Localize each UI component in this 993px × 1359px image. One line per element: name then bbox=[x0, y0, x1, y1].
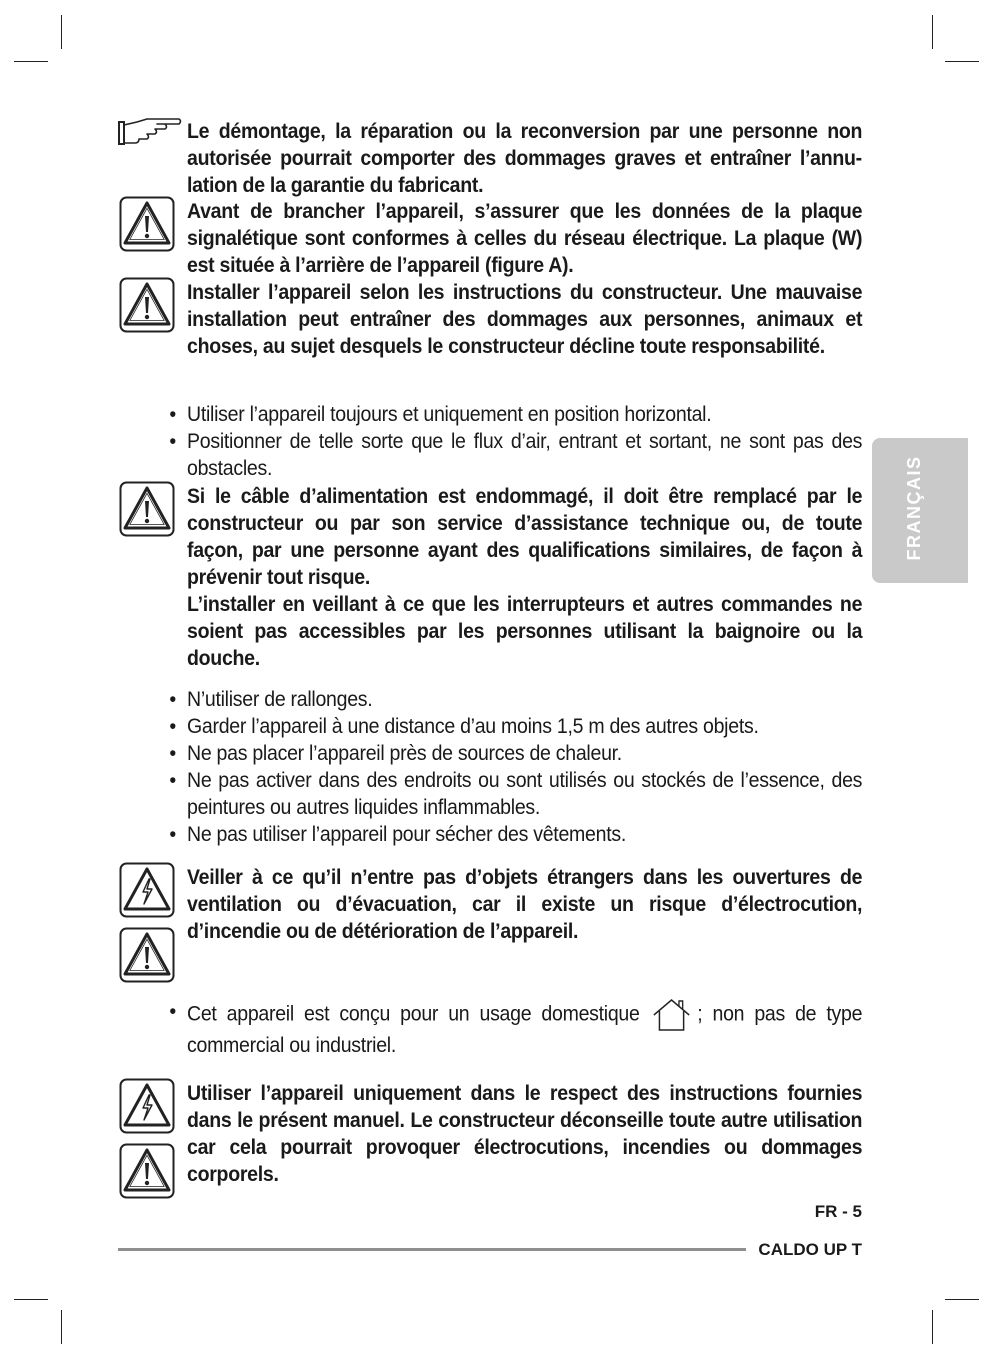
warning-text: Installer l’appareil selon les instructions du constructeur. Une mauvaise installation peut entraîner des dommages aux personnes, animaux et choses, au sujet desquels le constructeur décline toute responsabilité. bbox=[187, 281, 863, 358]
note-disassembly bbox=[187, 118, 862, 199]
warning-power-cable bbox=[187, 483, 862, 672]
bullet-icon: • bbox=[169, 769, 176, 792]
bullet-icon: • bbox=[169, 430, 176, 453]
list-item: • Garder l’appareil à une distance d’au moins 1,5 m des autres objets. bbox=[169, 715, 759, 738]
bullet-list-position bbox=[169, 401, 863, 482]
house-icon bbox=[651, 998, 692, 1032]
bullet-icon: • bbox=[169, 742, 176, 765]
crop-mark bbox=[14, 1299, 48, 1300]
crop-mark bbox=[945, 61, 979, 62]
warning-text: Avant de brancher l’appareil, s’assurer que les données de la plaque signalétique sont conformes à celles du réseau électrique. La plaque (W) est située à l’arrière de l’appareil (figure A). bbox=[187, 200, 863, 277]
warning-text: Si le câble d’alimentation est endommagé, il doit être remplacé par le constructeur ou par son service d’assistance technique ou, de toute façon, par une personne ayant des qualifications similaires, de façon à prévenir tout risque. bbox=[187, 485, 863, 589]
warning-icon bbox=[119, 277, 175, 333]
bullet-icon: • bbox=[169, 688, 176, 711]
bullet-icon: • bbox=[169, 715, 176, 738]
warning-foreign-objects bbox=[187, 864, 862, 945]
list-item: • Ne pas utiliser l’appareil pour sécher des vêtements. bbox=[169, 823, 626, 846]
crop-mark bbox=[14, 61, 48, 62]
warning-icon bbox=[119, 481, 175, 537]
crop-mark bbox=[945, 1299, 979, 1300]
electric-warning-icon bbox=[119, 862, 175, 918]
language-tab bbox=[872, 438, 968, 583]
list-item: • Cet appareil est conçu pour un usage domestique ; non pas de type commercial ou industriel. bbox=[169, 1000, 863, 1057]
pointing-hand-icon bbox=[117, 116, 183, 148]
list-item: • Positionner de telle sorte que le flux d’air, entrant et sortant, ne sont pas des obstacles. bbox=[169, 430, 863, 480]
footer-divider bbox=[118, 1248, 746, 1251]
bullet-list-domestic bbox=[169, 998, 863, 1059]
bullet-icon: • bbox=[169, 823, 176, 846]
warning-installation bbox=[187, 279, 862, 360]
warning-icon bbox=[119, 196, 175, 252]
warning-rating-plate bbox=[187, 198, 862, 279]
list-item: • Utiliser l’appareil toujours et uniquement en position horizontal. bbox=[169, 403, 712, 426]
page-number: FR - 5 bbox=[814, 1202, 862, 1221]
list-item: • Ne pas activer dans des endroits ou sont utilisés ou stockés de l’essence, des peintures ou autres liquides inflammables. bbox=[169, 769, 863, 819]
crop-mark bbox=[61, 1310, 62, 1344]
crop-mark bbox=[61, 15, 62, 49]
list-item: • N’utiliser de rallonges. bbox=[169, 688, 373, 711]
warning-text: Utiliser l’appareil uniquement dans le respect des instructions fournies dans le présent manuel. Le constructeur déconseille toute autre utilisation car cela pourrait provoquer électrocutions, incendies ou dommages corporels. bbox=[187, 1082, 863, 1186]
warning-icon bbox=[119, 927, 175, 983]
language-tab-label: FRANÇAIS bbox=[904, 455, 924, 561]
crop-mark bbox=[932, 1310, 933, 1344]
bullet-icon: • bbox=[169, 403, 176, 426]
bullet-icon: • bbox=[169, 1000, 176, 1023]
note-text: Le démontage, la réparation ou la reconversion par une personne non autorisée pourrait comporter des dommages graves et entraîner l’annulation de la garantie du fabricant. bbox=[187, 120, 863, 197]
warning-text: L’installer en veillant à ce que les interrupteurs et autres commandes ne soient pas accessibles par les personnes utilisant la baignoire ou la douche. bbox=[187, 593, 863, 670]
warning-text: Veiller à ce qu’il n’entre pas d’objets étrangers dans les ouvertures de ventilation ou d’évacuation, car il existe un risque d’électrocution, d’incendie ou de détérioration de l’appareil. bbox=[187, 866, 863, 943]
model-name: CALDO UP T bbox=[758, 1240, 862, 1259]
list-item: • Ne pas placer l’appareil près de sources de chaleur. bbox=[169, 742, 622, 765]
crop-mark bbox=[932, 15, 933, 49]
warning-icon bbox=[119, 1143, 175, 1199]
warning-intended-use bbox=[187, 1080, 862, 1188]
bullet-list-safety bbox=[169, 686, 863, 848]
electric-warning-icon bbox=[119, 1078, 175, 1134]
